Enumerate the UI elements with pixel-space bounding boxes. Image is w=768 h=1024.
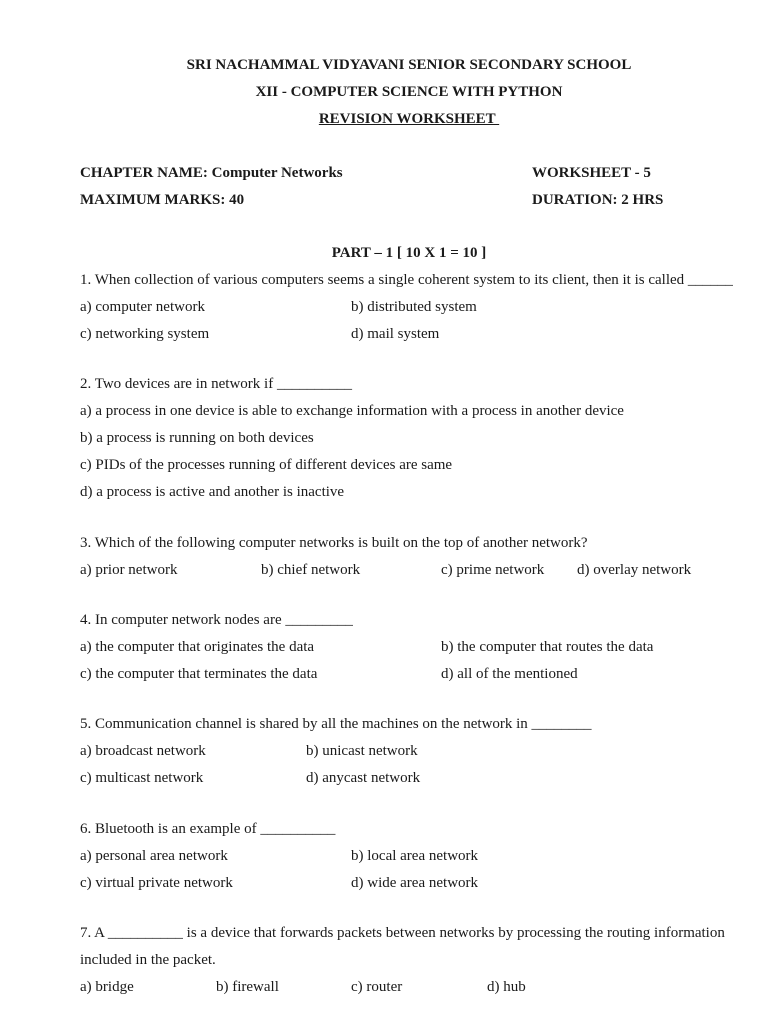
q7-option-c: c) router: [351, 979, 403, 995]
question-6: 6. Bluetooth is an example of __________: [80, 821, 336, 837]
q5-option-a: a) broadcast network: [80, 743, 206, 759]
q6-option-c: c) virtual private network: [80, 875, 233, 891]
q3-option-d: d) overlay network: [577, 562, 692, 578]
q5-option-c: c) multicast network: [80, 770, 204, 786]
part-title: PART – 1 [ 10 X 1 = 10 ]: [331, 245, 487, 261]
q3-option-c: c) prime network: [441, 562, 545, 578]
q3-option-b: b) chief network: [261, 562, 361, 578]
q4-option-d: d) all of the mentioned: [441, 666, 578, 682]
q2-option-b: b) a process is running on both devices: [80, 430, 314, 446]
q5-option-d: d) anycast network: [306, 770, 421, 786]
question-3: 3. Which of the following computer networks is built on the top of another network?: [80, 535, 588, 551]
q7-option-a: a) bridge: [80, 979, 134, 995]
question-4: 4. In computer network nodes are _________: [80, 612, 353, 628]
question-5: 5. Communication channel is shared by all the machines on the network in ________: [80, 716, 592, 732]
question-1: 1. When collection of various computers seems a single coherent system to its client, then it is called ______: [80, 272, 733, 288]
q2-option-c: c) PIDs of the processes running of different devices are same: [80, 457, 453, 473]
question-7-continued: included in the packet.: [80, 952, 216, 968]
q4-option-a: a) the computer that originates the data: [80, 639, 315, 655]
q1-option-d: d) mail system: [351, 326, 440, 342]
q1-option-a: a) computer network: [80, 299, 205, 315]
question-7: 7. A __________ is a device that forwards packets between networks by processing the routing information: [80, 925, 725, 941]
q6-option-b: b) local area network: [351, 848, 479, 864]
q6-option-d: d) wide area network: [351, 875, 479, 891]
question-2: 2. Two devices are in network if __________: [80, 376, 352, 392]
worksheet-type-text: REVISION WORKSHEET: [318, 111, 500, 127]
duration: DURATION: 2 HRS: [532, 192, 664, 208]
school-name: SRI NACHAMMAL VIDYAVANI SENIOR SECONDARY SCHOOL: [186, 57, 632, 73]
q7-option-d: d) hub: [487, 979, 526, 995]
q2-option-d: d) a process is active and another is inactive: [80, 484, 345, 500]
worksheet-number: WORKSHEET - 5: [532, 165, 651, 181]
chapter-name: CHAPTER NAME: Computer Networks: [80, 165, 343, 181]
q6-option-a: a) personal area network: [80, 848, 228, 864]
q7-option-b: b) firewall: [216, 979, 279, 995]
q1-option-c: c) networking system: [80, 326, 210, 342]
q1-option-b: b) distributed system: [351, 299, 477, 315]
worksheet-type: [0, 110, 768, 128]
q2-option-a: a) a process in one device is able to exchange information with a process in another device: [80, 403, 624, 419]
q5-option-b: b) unicast network: [306, 743, 418, 759]
maximum-marks: MAXIMUM MARKS: 40: [80, 192, 245, 208]
q4-option-b: b) the computer that routes the data: [441, 639, 654, 655]
class-subject: XII - COMPUTER SCIENCE WITH PYTHON: [255, 84, 563, 100]
q4-option-c: c) the computer that terminates the data: [80, 666, 318, 682]
q3-option-a: a) prior network: [80, 562, 178, 578]
